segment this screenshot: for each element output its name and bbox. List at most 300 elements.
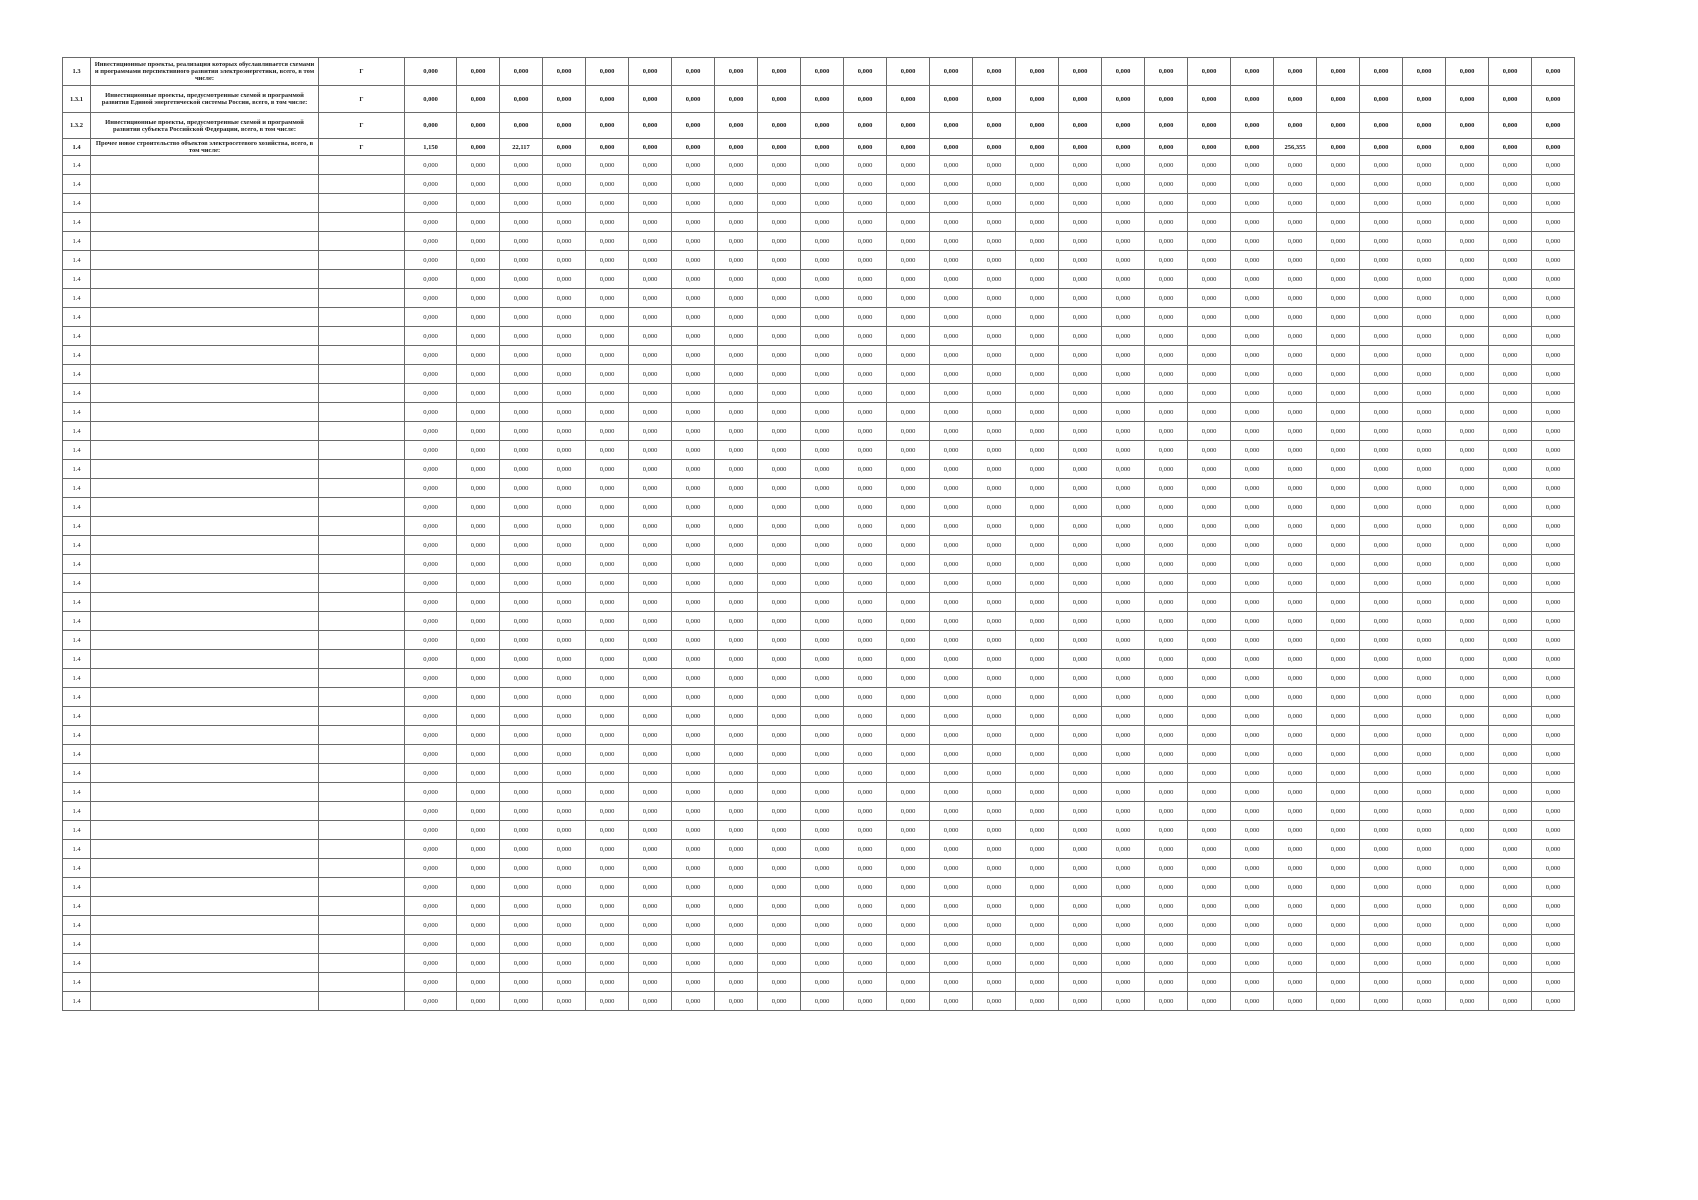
value-cell: 0,000 [1446, 139, 1489, 156]
project-description-cell [91, 308, 319, 327]
value-cell: 0,000 [1317, 308, 1360, 327]
value-cell: 0,000 [629, 688, 672, 707]
value-cell: 0,000 [1059, 650, 1102, 669]
value-cell: 0,000 [1059, 574, 1102, 593]
value-cell: 0,000 [887, 86, 930, 113]
value-cell: 0,000 [1016, 422, 1059, 441]
table-row [63, 612, 1618, 631]
value-cell: 0,000 [672, 113, 715, 139]
value-cell: 0,000 [672, 764, 715, 783]
project-code-cell [319, 422, 405, 441]
project-description-cell [91, 441, 319, 460]
value-cell: 0,000 [973, 58, 1016, 86]
value-cell: 0,000 [586, 612, 629, 631]
value-cell: 0,000 [844, 441, 887, 460]
value-cell: 0,000 [405, 460, 457, 479]
value-cell: 0,000 [1489, 802, 1532, 821]
value-cell: 0,000 [1102, 289, 1145, 308]
value-cell: 0,000 [1403, 58, 1446, 86]
value-cell: 0,000 [405, 764, 457, 783]
value-cell: 0,000 [1532, 612, 1575, 631]
value-cell: 0,000 [1532, 764, 1575, 783]
value-cell: 0,000 [672, 365, 715, 384]
value-cell: 0,000 [1188, 441, 1231, 460]
value-cell: 0,000 [758, 479, 801, 498]
value-cell: 0,000 [457, 441, 500, 460]
value-cell: 0,000 [586, 517, 629, 536]
value-cell: 0,000 [543, 859, 586, 878]
value-cell: 0,000 [1231, 840, 1274, 859]
value-cell: 0,000 [1188, 707, 1231, 726]
value-cell: 0,000 [1016, 460, 1059, 479]
project-code-cell [319, 327, 405, 346]
value-cell: 0,000 [1274, 821, 1317, 840]
value-cell: 0,000 [1532, 878, 1575, 897]
value-cell: 0,000 [1188, 58, 1231, 86]
value-cell: 0,000 [1231, 460, 1274, 479]
value-cell: 0,000 [629, 327, 672, 346]
project-description-cell [91, 650, 319, 669]
value-cell: 0,000 [586, 840, 629, 859]
value-cell: 0,000 [844, 498, 887, 517]
value-cell: 0,000 [1532, 327, 1575, 346]
value-cell: 0,000 [758, 783, 801, 802]
value-cell: 0,000 [1059, 156, 1102, 175]
value-cell: 0,000 [758, 58, 801, 86]
value-cell: 0,000 [1360, 139, 1403, 156]
row-number-cell: 1.4 [63, 764, 91, 783]
value-cell: 0,000 [405, 954, 457, 973]
value-cell: 0,000 [500, 688, 543, 707]
value-cell: 0,000 [887, 935, 930, 954]
project-description-cell [91, 346, 319, 365]
value-cell: 0,000 [1532, 726, 1575, 745]
value-cell: 0,000 [500, 346, 543, 365]
row-number-cell: 1.4 [63, 479, 91, 498]
value-cell: 0,000 [715, 517, 758, 536]
value-cell: 0,000 [672, 308, 715, 327]
value-cell: 0,000 [715, 384, 758, 403]
project-code-cell [319, 498, 405, 517]
value-cell: 0,000 [405, 232, 457, 251]
value-cell: 0,000 [715, 802, 758, 821]
project-code-cell [319, 270, 405, 289]
value-cell: 0,000 [887, 536, 930, 555]
value-cell: 0,000 [1532, 113, 1575, 139]
value-cell: 0,000 [1446, 58, 1489, 86]
value-cell: 0,000 [1317, 346, 1360, 365]
value-cell: 0,000 [1231, 973, 1274, 992]
value-cell: 0,000 [887, 422, 930, 441]
value-cell: 0,000 [586, 403, 629, 422]
value-cell: 0,000 [1274, 612, 1317, 631]
value-cell: 0,000 [405, 859, 457, 878]
value-cell: 0,000 [405, 992, 457, 1011]
value-cell: 0,000 [1102, 954, 1145, 973]
value-cell: 0,000 [1532, 86, 1575, 113]
value-cell: 0,000 [758, 441, 801, 460]
value-cell: 0,000 [1274, 764, 1317, 783]
value-cell: 0,000 [1360, 308, 1403, 327]
value-cell: 0,000 [1145, 840, 1188, 859]
value-cell: 0,000 [405, 175, 457, 194]
value-cell: 0,000 [1188, 139, 1231, 156]
value-cell: 0,000 [1274, 251, 1317, 270]
value-cell: 0,000 [844, 479, 887, 498]
value-cell: 0,000 [758, 745, 801, 764]
value-cell: 0,000 [1102, 460, 1145, 479]
value-cell: 0,000 [672, 460, 715, 479]
value-cell: 0,000 [672, 498, 715, 517]
value-cell: 0,000 [1274, 289, 1317, 308]
project-code-cell [319, 764, 405, 783]
value-cell: 0,000 [1317, 365, 1360, 384]
value-cell: 0,000 [887, 58, 930, 86]
value-cell: 0,000 [930, 593, 973, 612]
value-cell: 0,000 [758, 650, 801, 669]
value-cell: 0,000 [930, 365, 973, 384]
value-cell: 0,000 [405, 935, 457, 954]
value-cell: 0,000 [1231, 422, 1274, 441]
value-cell: 0,000 [1016, 707, 1059, 726]
value-cell: 0,000 [457, 517, 500, 536]
value-cell: 0,000 [1059, 593, 1102, 612]
value-cell: 0,000 [672, 973, 715, 992]
value-cell: 0,000 [1446, 992, 1489, 1011]
value-cell: 0,000 [1016, 916, 1059, 935]
value-cell: 0,000 [1446, 764, 1489, 783]
project-code-cell [319, 593, 405, 612]
value-cell: 0,000 [1059, 113, 1102, 139]
value-cell: 0,000 [1016, 859, 1059, 878]
value-cell: 0,000 [1403, 289, 1446, 308]
row-number-cell: 1.3 [63, 58, 91, 86]
value-cell: 0,000 [1317, 289, 1360, 308]
value-cell: 0,000 [457, 175, 500, 194]
value-cell: 0,000 [715, 935, 758, 954]
project-code-cell [319, 536, 405, 555]
value-cell: 0,000 [844, 954, 887, 973]
value-cell: 0,000 [801, 113, 844, 139]
table-row [63, 517, 1618, 536]
value-cell: 0,000 [1145, 574, 1188, 593]
value-cell: 0,000 [1102, 745, 1145, 764]
value-cell: 0,000 [457, 688, 500, 707]
value-cell: 0,000 [1360, 232, 1403, 251]
value-cell: 0,000 [1532, 574, 1575, 593]
value-cell: 0,000 [844, 175, 887, 194]
value-cell: 0,000 [1403, 669, 1446, 688]
value-cell: 0,000 [1317, 745, 1360, 764]
value-cell: 0,000 [1489, 327, 1532, 346]
value-cell: 0,000 [1102, 365, 1145, 384]
value-cell: 0,000 [586, 308, 629, 327]
value-cell: 0,000 [586, 954, 629, 973]
value-cell: 0,000 [1274, 365, 1317, 384]
row-number-cell: 1.4 [63, 327, 91, 346]
value-cell: 0,000 [586, 213, 629, 232]
value-cell: 0,000 [1403, 593, 1446, 612]
value-cell: 0,000 [1532, 58, 1575, 86]
value-cell: 0,000 [1317, 688, 1360, 707]
value-cell: 0,000 [1059, 479, 1102, 498]
value-cell: 0,000 [1102, 688, 1145, 707]
value-cell: 0,000 [543, 194, 586, 213]
value-cell: 0,000 [405, 58, 457, 86]
row-number-cell: 1.4 [63, 821, 91, 840]
value-cell: 0,000 [758, 517, 801, 536]
project-code-cell [319, 631, 405, 650]
value-cell: 0,000 [844, 745, 887, 764]
value-cell: 0,000 [1059, 270, 1102, 289]
value-cell: 0,000 [586, 289, 629, 308]
value-cell: 0,000 [1145, 289, 1188, 308]
value-cell: 0,000 [1059, 783, 1102, 802]
value-cell: 0,000 [1016, 821, 1059, 840]
table-row [63, 954, 1618, 973]
table-row [63, 422, 1618, 441]
value-cell: 0,000 [1145, 973, 1188, 992]
table-row [63, 194, 1618, 213]
value-cell: 0,000 [629, 384, 672, 403]
value-cell: 0,000 [1188, 479, 1231, 498]
value-cell: 0,000 [1446, 783, 1489, 802]
value-cell: 0,000 [1274, 897, 1317, 916]
value-cell: 0,000 [973, 327, 1016, 346]
value-cell: 0,000 [930, 156, 973, 175]
value-cell: 0,000 [1446, 669, 1489, 688]
value-cell: 0,000 [1489, 726, 1532, 745]
value-cell: 0,000 [1145, 327, 1188, 346]
value-cell: 0,000 [672, 745, 715, 764]
value-cell: 0,000 [586, 688, 629, 707]
value-cell: 0,000 [1059, 631, 1102, 650]
value-cell: 0,000 [1274, 954, 1317, 973]
value-cell: 0,000 [801, 593, 844, 612]
value-cell: 0,000 [629, 707, 672, 726]
value-cell: 0,000 [844, 156, 887, 175]
project-code-cell [319, 365, 405, 384]
value-cell: 0,000 [930, 859, 973, 878]
value-cell: 0,000 [1360, 802, 1403, 821]
value-cell: 0,000 [1403, 612, 1446, 631]
value-cell: 0,000 [715, 859, 758, 878]
value-cell: 0,000 [1489, 631, 1532, 650]
value-cell: 0,000 [543, 365, 586, 384]
table-row [63, 593, 1618, 612]
project-code-cell [319, 555, 405, 574]
value-cell: 0,000 [1446, 422, 1489, 441]
value-cell: 0,000 [1489, 574, 1532, 593]
value-cell: 0,000 [1016, 650, 1059, 669]
value-cell: 0,000 [801, 650, 844, 669]
value-cell: 0,000 [1231, 916, 1274, 935]
value-cell: 0,000 [715, 650, 758, 669]
project-code-cell [319, 878, 405, 897]
value-cell: 0,000 [1360, 365, 1403, 384]
project-code-cell [319, 479, 405, 498]
value-cell: 0,000 [629, 479, 672, 498]
project-description-cell [91, 232, 319, 251]
value-cell: 0,000 [457, 707, 500, 726]
summary-row [63, 113, 1618, 139]
value-cell: 0,000 [1145, 821, 1188, 840]
value-cell: 0,000 [1532, 251, 1575, 270]
project-description-cell [91, 403, 319, 422]
value-cell: 0,000 [1489, 555, 1532, 574]
value-cell: 0,000 [973, 536, 1016, 555]
value-cell: 0,000 [887, 650, 930, 669]
row-number-cell: 1.4 [63, 745, 91, 764]
value-cell: 0,000 [801, 688, 844, 707]
value-cell: 0,000 [1532, 270, 1575, 289]
value-cell: 0,000 [1059, 859, 1102, 878]
value-cell: 0,000 [1446, 688, 1489, 707]
project-code-cell [319, 460, 405, 479]
value-cell: 0,000 [973, 783, 1016, 802]
row-number-cell: 1.4 [63, 783, 91, 802]
value-cell: 0,000 [758, 859, 801, 878]
value-cell: 0,000 [1059, 365, 1102, 384]
value-cell: 0,000 [1016, 441, 1059, 460]
value-cell: 0,000 [543, 631, 586, 650]
value-cell: 0,000 [1102, 935, 1145, 954]
value-cell: 0,000 [1317, 251, 1360, 270]
value-cell: 0,000 [887, 213, 930, 232]
value-cell: 0,000 [1489, 58, 1532, 86]
value-cell: 0,000 [457, 555, 500, 574]
value-cell: 0,000 [1016, 86, 1059, 113]
value-cell: 0,000 [1446, 574, 1489, 593]
value-cell: 0,000 [887, 289, 930, 308]
value-cell: 0,000 [543, 289, 586, 308]
value-cell: 0,000 [457, 783, 500, 802]
value-cell: 0,000 [457, 479, 500, 498]
value-cell: 0,000 [457, 460, 500, 479]
value-cell: 0,000 [715, 422, 758, 441]
value-cell: 0,000 [543, 726, 586, 745]
project-code-cell [319, 403, 405, 422]
value-cell: 0,000 [1489, 878, 1532, 897]
value-cell: 0,000 [1360, 631, 1403, 650]
project-description-cell [91, 802, 319, 821]
value-cell: 0,000 [844, 916, 887, 935]
value-cell: 0,000 [457, 821, 500, 840]
value-cell: 0,000 [1360, 213, 1403, 232]
value-cell: 0,000 [1231, 517, 1274, 536]
value-cell: 0,000 [715, 897, 758, 916]
value-cell: 0,000 [1016, 232, 1059, 251]
value-cell: 0,000 [1317, 139, 1360, 156]
value-cell: 0,000 [1360, 498, 1403, 517]
value-cell: 0,000 [973, 992, 1016, 1011]
value-cell: 0,000 [1274, 669, 1317, 688]
row-number-cell: 1.4 [63, 403, 91, 422]
value-cell: 0,000 [1145, 726, 1188, 745]
value-cell: 0,000 [1489, 536, 1532, 555]
value-cell: 0,000 [715, 764, 758, 783]
value-cell: 0,000 [672, 441, 715, 460]
value-cell: 0,000 [629, 270, 672, 289]
value-cell: 0,000 [887, 821, 930, 840]
value-cell: 0,000 [1317, 574, 1360, 593]
value-cell: 0,000 [1059, 289, 1102, 308]
value-cell: 0,000 [973, 270, 1016, 289]
value-cell: 0,000 [758, 365, 801, 384]
value-cell: 0,000 [887, 973, 930, 992]
value-cell: 0,000 [457, 593, 500, 612]
value-cell: 0,000 [973, 707, 1016, 726]
value-cell: 0,000 [457, 384, 500, 403]
project-code-cell [319, 669, 405, 688]
value-cell: 0,000 [1102, 574, 1145, 593]
value-cell: 0,000 [672, 289, 715, 308]
value-cell: 0,000 [629, 726, 672, 745]
value-cell: 0,000 [500, 384, 543, 403]
project-description-cell: Инвестиционные проекты, реализация которых обуславливается схемами и программами перспективного развития электроэнергетики, всего, в том числе: [91, 58, 319, 86]
value-cell: 0,000 [1360, 992, 1403, 1011]
value-cell: 0,000 [1317, 935, 1360, 954]
value-cell: 0,000 [973, 897, 1016, 916]
value-cell: 0,000 [758, 213, 801, 232]
value-cell: 0,000 [930, 821, 973, 840]
project-description-cell [91, 859, 319, 878]
value-cell: 0,000 [1532, 175, 1575, 194]
value-cell: 0,000 [930, 460, 973, 479]
value-cell: 0,000 [1403, 954, 1446, 973]
value-cell: 0,000 [1102, 593, 1145, 612]
table-row [63, 574, 1618, 593]
value-cell: 0,000 [801, 213, 844, 232]
table-row [63, 992, 1618, 1011]
value-cell: 0,000 [500, 954, 543, 973]
value-cell: 0,000 [715, 688, 758, 707]
value-cell: 0,000 [1145, 878, 1188, 897]
value-cell: 0,000 [1489, 384, 1532, 403]
value-cell: 0,000 [1532, 555, 1575, 574]
value-cell: 0,000 [1274, 536, 1317, 555]
project-code-cell [319, 650, 405, 669]
value-cell: 0,000 [500, 517, 543, 536]
value-cell: 0,000 [586, 86, 629, 113]
value-cell: 0,000 [500, 175, 543, 194]
value-cell: 0,000 [629, 764, 672, 783]
value-cell: 0,000 [715, 289, 758, 308]
value-cell: 0,000 [1274, 726, 1317, 745]
project-description-cell [91, 973, 319, 992]
value-cell: 0,000 [1231, 935, 1274, 954]
value-cell: 0,000 [543, 498, 586, 517]
value-cell: 0,000 [1532, 422, 1575, 441]
value-cell: 0,000 [500, 764, 543, 783]
value-cell: 0,000 [457, 574, 500, 593]
value-cell: 0,000 [1102, 783, 1145, 802]
value-cell: 0,000 [973, 346, 1016, 365]
value-cell: 0,000 [758, 536, 801, 555]
value-cell: 0,000 [586, 441, 629, 460]
value-cell: 0,000 [1188, 365, 1231, 384]
value-cell: 0,000 [405, 707, 457, 726]
value-cell: 0,000 [973, 251, 1016, 270]
value-cell: 0,000 [1274, 460, 1317, 479]
value-cell: 0,000 [1102, 479, 1145, 498]
project-code-cell: Г [319, 58, 405, 86]
project-code-cell [319, 346, 405, 365]
value-cell: 0,000 [1360, 954, 1403, 973]
value-cell: 0,000 [1403, 86, 1446, 113]
value-cell: 0,000 [1532, 745, 1575, 764]
value-cell: 0,000 [629, 86, 672, 113]
